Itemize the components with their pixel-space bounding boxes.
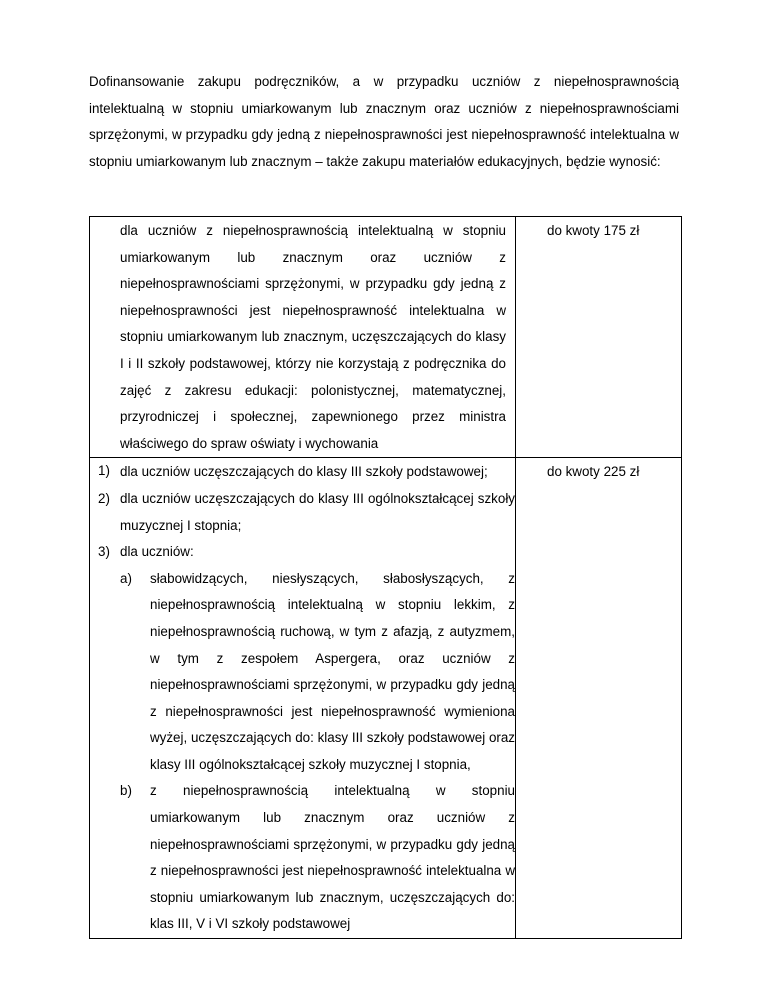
sublist-item-text: słabowidzących, niesłyszących, słabosłyszących, z niepełnosprawnością intelektualną w stopniu lekkim, z niepełnosprawnością ruchową, w tym z afazją, z autyzmem, w tym z zespołem Aspergera, oraz uczniów z niepełnosprawnościami sprzężonymi, w przypadku gdy jedną z niepełnosprawności jest niepełnosprawność wymieniona wyżej, uczęszczających do: klasy III szkoły podstawowej oraz klasy III ogólnokształcącej szkoły muzycznej I stopnia, xyxy=(150,570,515,772)
list-item xyxy=(90,458,515,486)
sublist-item-text: z niepełnosprawnością intelektualną w stopniu umiarkowanym lub znacznym oraz uczniów z niepełnosprawnościami sprzężonymi, w przypadku gdy jedną z niepełnosprawności jest niepełnosprawność intelektualna w stopniu umiarkowanym lub znacznym, uczęszczających do: klas III, V i VI szkoły podstawowej xyxy=(150,783,515,932)
list-item-text: dla uczniów uczęszczających do klasy III szkoły podstawowej; xyxy=(120,464,488,480)
table-row xyxy=(90,217,682,458)
sublist-item-letter: b) xyxy=(120,783,132,799)
list-item xyxy=(90,539,515,938)
sublist-item xyxy=(120,566,515,779)
row2-amount-cell xyxy=(516,458,682,939)
row1-amount: do kwoty 175 zł xyxy=(547,223,640,238)
numbered-list xyxy=(90,458,515,938)
list-item-number: 3) xyxy=(98,544,110,560)
sublist-item-letter: a) xyxy=(120,570,132,586)
list-item-number: 1) xyxy=(98,463,110,479)
row2-description-cell xyxy=(90,458,516,939)
table-row xyxy=(90,458,682,939)
subsidy-table xyxy=(89,216,682,939)
sublist-item xyxy=(120,778,515,938)
row1-description-cell xyxy=(90,217,516,458)
list-item-text: dla uczniów: xyxy=(120,544,194,560)
row1-amount-cell xyxy=(516,217,682,458)
list-item-text: dla uczniów uczęszczających do klasy III ogólnokształcącej szkoły muzycznej I stopnia; xyxy=(120,490,515,533)
list-item-number: 2) xyxy=(98,490,110,506)
row1-description: dla uczniów z niepełnosprawnością intelektualną w stopniu umiarkowanym lub znacznym oraz uczniów z niepełnosprawnościami sprzężonymi, w przypadku gdy jedną z niepełnosprawności jest niepełnosprawność intelektualna w stopniu umiarkowanym lub znacznym, uczęszczających do klasy I i II szkoły podstawowej, którzy nie korzystają z podręcznika do zajęć z zakresu edukacji: polonistycznej, matematycznej, przyrodniczej i społecznej, zapewnionego przez ministra właściwego do spraw oświaty i wychowania xyxy=(120,223,506,451)
row2-amount: do kwoty 225 zł xyxy=(547,464,640,480)
list-item xyxy=(90,486,515,539)
intro-paragraph: Dofinansowanie zakupu podręczników, a w przypadku uczniów z niepełnosprawnością intelektualną w stopniu umiarkowanym lub znacznym oraz uczniów z niepełnosprawnościami sprzężonymi, w przypadku gdy jedną z niepełnosprawności jest niepełnosprawność intelektualna w stopniu umiarkowanym lub znacznym – także zakupu materiałów edukacyjnych, będzie wynosić: xyxy=(89,74,679,169)
lettered-sublist xyxy=(120,566,515,938)
